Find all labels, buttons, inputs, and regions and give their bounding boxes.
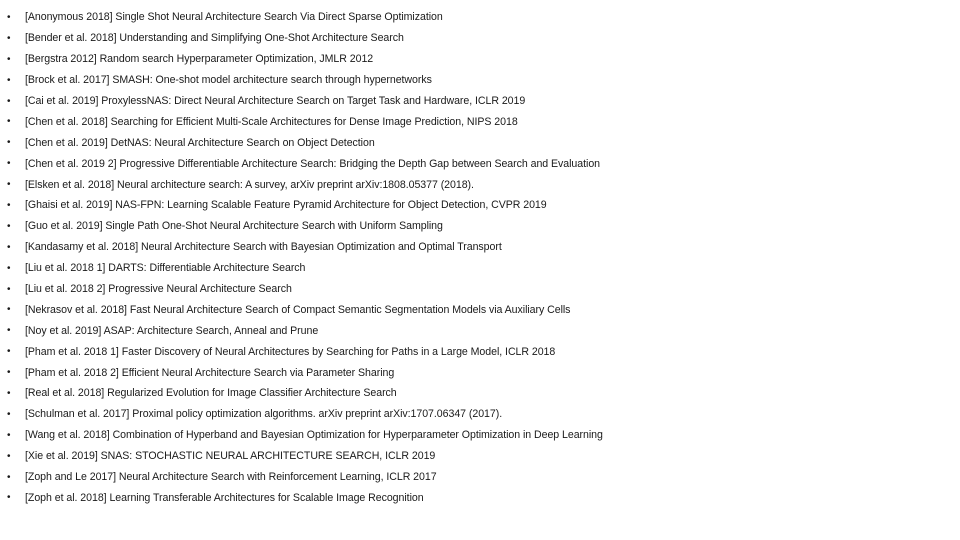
reference-item [7,487,603,508]
reference-item [7,299,603,320]
reference-text: [Ghaisi et al. 2019] NAS-FPN: Learning Scalable Feature Pyramid Architecture for Object Detection, CVPR 2019 [25,199,547,212]
reference-text: [Chen et al. 2018] Searching for Efficient Multi-Scale Architectures for Dense Image Prediction, NIPS 2018 [25,115,518,128]
reference-text: [Chen et al. 2019 2] Progressive Differentiable Architecture Search: Bridging the Depth Gap between Search and Evaluation [25,157,600,170]
reference-item [7,70,603,91]
bullet-icon: • [7,283,11,295]
reference-item [7,383,603,404]
reference-item [7,404,603,425]
reference-item [7,362,603,383]
reference-text: [Anonymous 2018] Single Shot Neural Architecture Search Via Direct Sparse Optimization [25,11,443,24]
bullet-icon: • [7,137,11,149]
bullet-icon: • [7,11,11,23]
reference-text: [Guo et al. 2019] Single Path One-Shot Neural Architecture Search with Uniform Sampling [25,220,443,233]
reference-text: [Bender et al. 2018] Understanding and Simplifying One-Shot Architecture Search [25,32,404,45]
reference-item [7,341,603,362]
reference-list [7,7,603,508]
bullet-icon: • [7,158,11,170]
reference-item [7,425,603,446]
reference-text: [Liu et al. 2018 2] Progressive Neural Architecture Search [25,283,292,296]
reference-text: [Schulman et al. 2017] Proximal policy optimization algorithms. arXiv preprint arXiv:1707.06347 (2017). [25,408,503,421]
reference-item [7,216,603,237]
reference-item [7,28,603,49]
reference-text: [Pham et al. 2018 1] Faster Discovery of Neural Architectures by Searching for Paths in a Large Model, ICLR 2018 [25,345,556,358]
reference-item [7,91,603,112]
reference-text: [Cai et al. 2019] ProxylessNAS: Direct Neural Architecture Search on Target Task and Hardware, ICLR 2019 [25,95,526,107]
bullet-icon: • [7,492,11,504]
bullet-icon: • [7,179,11,191]
reference-text: [Pham et al. 2018 2] Efficient Neural Architecture Search via Parameter Sharing [25,366,395,379]
reference-text: [Elsken et al. 2018] Neural architecture search: A survey, arXiv preprint arXiv:1808.05377 (2018). [25,178,474,191]
bullet-icon: • [7,116,11,128]
bullet-icon: • [7,367,11,379]
reference-item [7,446,603,467]
bullet-icon: • [7,53,11,65]
bullet-icon: • [7,325,11,337]
reference-item [7,49,603,70]
bullet-icon: • [7,95,11,107]
reference-item [7,174,603,195]
reference-text: [Bergstra 2012] Random search Hyperparameter Optimization, JMLR 2012 [25,53,374,66]
reference-text: [Real et al. 2018] Regularized Evolution for Image Classifier Architecture Search [25,387,397,400]
bullet-icon: • [7,450,11,462]
reference-text: [Nekrasov et al. 2018] Fast Neural Architecture Search of Compact Semantic Segmentation Models via Auxiliary Cells [25,303,571,316]
reference-item [7,279,603,300]
bullet-icon: • [7,32,11,44]
bullet-icon: • [7,471,11,483]
reference-item [7,153,603,174]
bullet-icon: • [7,199,11,211]
bullet-icon: • [7,74,11,86]
bullet-icon: • [7,408,11,420]
reference-text: [Noy et al. 2019] ASAP: Architecture Search, Anneal and Prune [25,324,319,337]
bullet-icon: • [7,241,11,253]
bullet-icon: • [7,262,11,274]
reference-item [7,258,603,279]
reference-text: [Zoph et al. 2018] Learning Transferable Architectures for Scalable Image Recognition [25,491,424,504]
reference-item [7,195,603,216]
reference-text: [Chen et al. 2019] DetNAS: Neural Architecture Search on Object Detection [25,136,375,149]
reference-item [7,467,603,488]
reference-item [7,7,603,28]
reference-item [7,132,603,153]
reference-text: [Zoph and Le 2017] Neural Architecture Search with Reinforcement Learning, ICLR 2017 [25,471,437,484]
bullet-icon: • [7,304,11,316]
reference-item [7,237,603,258]
reference-text: [Brock et al. 2017] SMASH: One-shot model architecture search through hypernetworks [25,74,432,87]
bullet-icon: • [7,346,11,358]
bullet-icon: • [7,429,11,441]
reference-item [7,111,603,132]
bullet-icon: • [7,387,11,399]
reference-text: [Xie et al. 2019] SNAS: STOCHASTIC NEURAL ARCHITECTURE SEARCH, ICLR 2019 [25,450,436,463]
reference-item [7,320,603,341]
reference-text: [Liu et al. 2018 1] DARTS: Differentiable Architecture Search [25,262,306,275]
bullet-icon: • [7,220,11,232]
reference-text: [Kandasamy et al. 2018] Neural Architecture Search with Bayesian Optimization and Optimal Transport [25,241,502,254]
reference-text: [Wang et al. 2018] Combination of Hyperband and Bayesian Optimization for Hyperparameter Optimization in Deep Learning [25,429,603,442]
